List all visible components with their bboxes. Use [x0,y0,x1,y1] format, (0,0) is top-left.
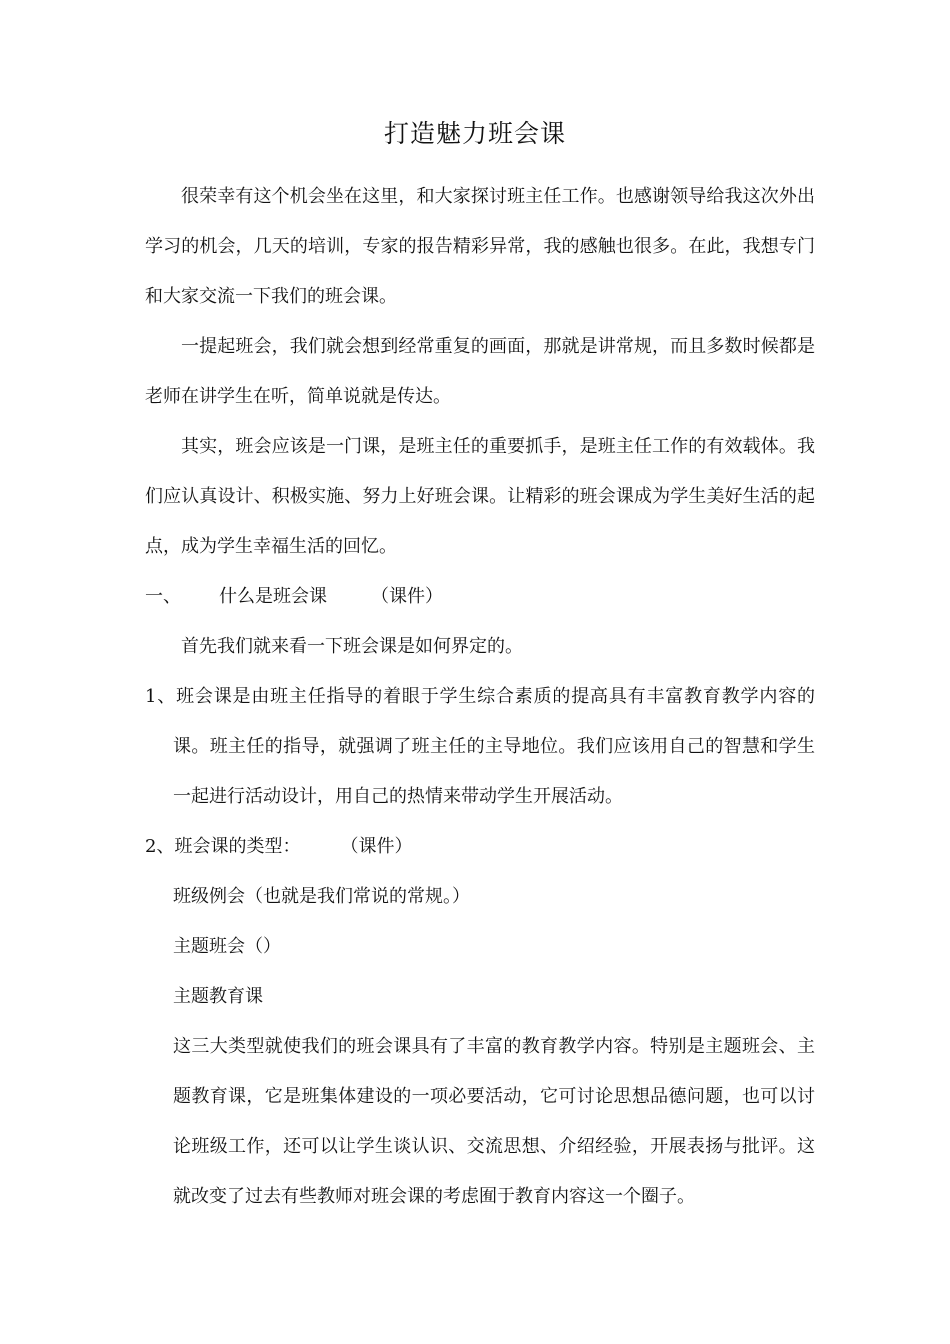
list-item-text: 班会课是由班主任指导的着眼于学生综合素质的提高具有丰富教育教学内容的课。班主任的指导，就强调了班主任的主导地位。我们应该用自己的智慧和学生一起进行活动设计，用自己的热情来带动学生开展活动。 [173,686,816,807]
list-item-1 [145,672,815,822]
paragraph-opening: 很荣幸有这个机会坐在这里，和大家探讨班主任工作。也感谢领导给我这次外出学习的机会，几天的培训，专家的报告精彩异常，我的感触也很多。在此，我想专门和大家交流一下我们的班会课。 [145,186,815,307]
list-item-2 [145,822,815,872]
paragraph-types-summary: 这三大类型就使我们的班会课具有了丰富的教育教学内容。特别是主题班会、主题教育课，它是班集体建设的一项必要活动，它可讨论思想品德问题，也可以讨论班级工作，还可以让学生谈认识、交流思想、介绍经验，开展表扬与批评。这就改变了过去有些教师对班会课的考虑囿于教育内容这一个圈子。 [173,1036,815,1207]
type-item-theme-education: 主题教育课 [173,986,263,1007]
list-item-number: 1、 [145,686,177,707]
paragraph-definition-intro: 首先我们就来看一下班会课是如何界定的。 [181,636,523,657]
type-item-class-routine: 班级例会（也就是我们常说的常规。） [173,886,470,907]
list-item-number: 2、 [145,836,175,857]
document-title: 打造魅力班会课 [383,119,566,148]
section-note: （课件） [371,586,443,607]
section-heading-text: 什么是班会课 [219,586,327,607]
type-item-theme-meeting: 主题班会（） [173,936,281,957]
list-item-note: （课件） [340,836,413,857]
paragraph-class-meeting-impression: 一提起班会，我们就会想到经常重复的画面，那就是讲常规，而且多数时候都是老师在讲学生在听，简单说就是传达。 [145,336,815,407]
paragraph-class-meeting-purpose: 其实，班会应该是一门课，是班主任的重要抓手，是班主任工作的有效载体。我们应认真设计、积极实施、努力上好班会课。让精彩的班会课成为学生美好生活的起点，成为学生幸福生活的回忆。 [145,436,815,557]
section-heading-1 [145,572,815,622]
list-item-heading: 班会课的类型： [174,836,301,857]
document-body [145,172,815,1222]
section-number: 一、 [145,586,181,607]
